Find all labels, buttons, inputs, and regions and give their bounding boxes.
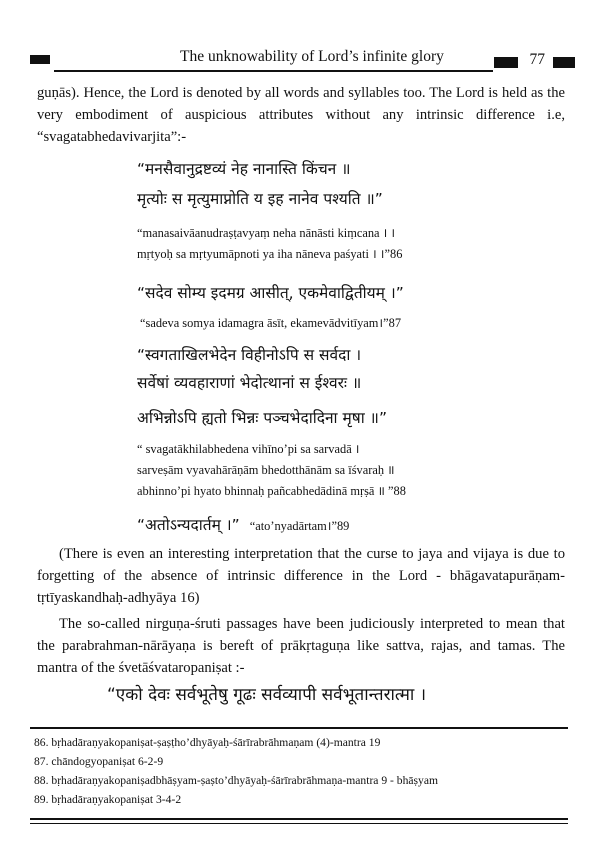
- header-rule: [54, 70, 493, 72]
- verse1-transliteration-line1: “manasaivāanudraṣṭavyaṃ neha nānāsti kiṃcana । ।: [137, 226, 396, 240]
- verse2-transliteration: “sadeva somya idamagra āsīt, ekamevādvitīyam।”87: [140, 316, 402, 330]
- running-header: [30, 50, 575, 74]
- header-ornament-middle: [494, 57, 518, 68]
- footnote-86: 86. bṛhadāraṇyakopaniṣat-ṣaṣṭho’dhyāyaḥ-śārīrabrāhmaṇam (4)-mantra 19: [34, 736, 381, 749]
- paragraph-2: (There is even an interesting interpretation that the curse to jaya and vijaya is due to forgetting of the absence of intrinsic difference in the Lord - bhāgavatapurāṇam-tṛtīyaskandhaḥ-adhyāya 16): [37, 546, 565, 606]
- footnote-87: 87. chāndogyopaniṣat 6-2-9: [34, 755, 164, 768]
- paragraph-1-container: [37, 82, 565, 148]
- verse3-devanagari-line3: अभिन्नोऽपि ह्यतो भिन्नः पञ्चभेदादिना मृषा ॥”: [137, 409, 387, 427]
- verse4-container: [137, 512, 349, 538]
- verse1-devanagari-line2: मृत्योः स मृत्युमाप्नोति य इह नानेव पश्यति ॥”: [137, 190, 383, 208]
- paragraph-2-container: [37, 543, 565, 609]
- verse2-devanagari: “सदेव सोम्य इदमग्र आसीत्, एकमेवाद्वितीयम् ।”: [137, 284, 404, 302]
- verse1-transliteration-line2: mṛtyoḥ sa mṛtyumāpnoti ya iha nāneva paśyati । ।”86: [137, 247, 403, 261]
- verse3-devanagari-line2: सर्वेषां व्यवहाराणां भेदोत्थानां स ईश्वरः ॥: [137, 374, 362, 392]
- footer-rule-thick: [30, 818, 568, 820]
- header-ornament-right: [553, 57, 575, 68]
- verse4-devanagari: “अतोऽन्यदार्तम् ।”: [137, 516, 240, 534]
- page-number: 77: [529, 51, 545, 68]
- header-title: The unknowability of Lord’s infinite glory: [180, 48, 444, 65]
- verse3-transliteration-line2: sarveṣām vyavahārāṇām bhedotthānām sa īśvaraḥ ॥: [137, 463, 395, 477]
- footnote-rule: [30, 727, 568, 729]
- paragraph-3: The so-called nirguṇa-śruti passages have been judiciously interpreted to mean that the parabrahman-nārāyaṇa is bereft of prākṛtaguṇa like sattva, rajas, and tamas. The mantra of the śvetāśvataropaniṣat :-: [37, 616, 565, 676]
- verse1-devanagari-line1: “मनसैवानुद्रष्टव्यं नेह नानास्ति किंचन ॥: [137, 160, 351, 178]
- verse3-transliteration-line3: abhinno’pi hyato bhinnaḥ pañcabhedādinā mṛṣā ॥ ”88: [137, 484, 406, 498]
- footer-rule-thin: [30, 823, 568, 824]
- footnote-89: 89. bṛhadāraṇyakopaniṣat 3-4-2: [34, 793, 182, 806]
- header-ornament-left: [30, 55, 50, 64]
- verse3-transliteration-line1: “ svagatākhilabhedena vihīno’pi sa sarvadā ।: [137, 442, 360, 456]
- footnote-88: 88. bṛhadāraṇyakopaniṣadbhāṣyam-ṣaṣto’dhyāyaḥ-śārīrabrāhmaṇa-mantra 9 - bhāṣyam: [34, 774, 439, 787]
- verse4-transliteration: “ato’nyadārtam।”89: [249, 519, 350, 533]
- verse3-devanagari-line1: “स्वगताखिलभेदेन विहीनोऽपि स सर्वदा ।: [137, 346, 362, 364]
- verse5-devanagari: “एको देवः सर्वभूतेषु गूढः सर्वव्यापी सर्वभूतान्तरात्मा ।: [107, 685, 427, 705]
- paragraph-1: guṇās). Hence, the Lord is denoted by all words and syllables too. The Lord is held as the very embodiment of auspicious attributes without any intrinsic difference i.e, “svagatabhedavivarjita”:-: [37, 85, 565, 145]
- paragraph-3-container: [37, 613, 565, 679]
